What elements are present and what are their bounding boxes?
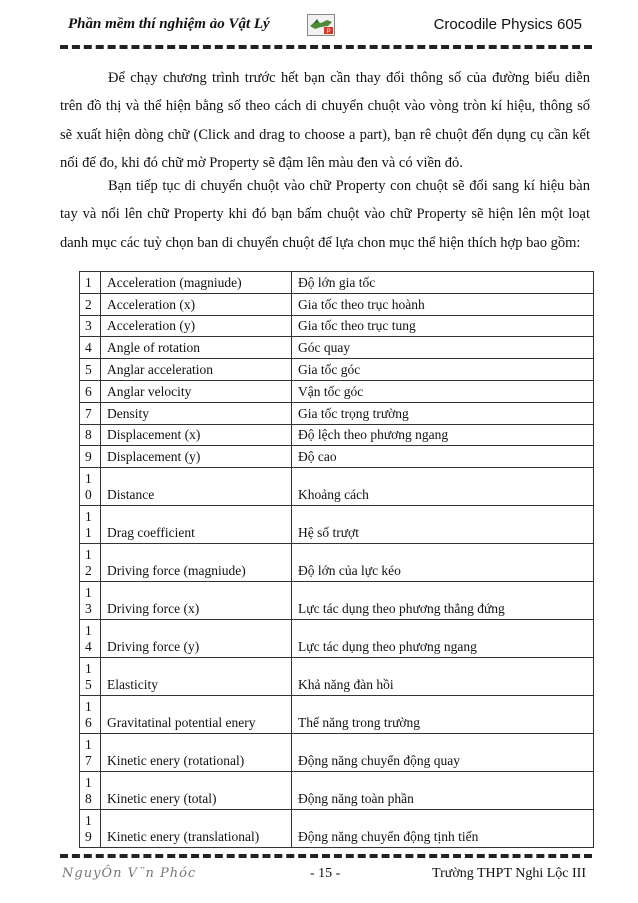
row-property-vi: Động năng chuyển động tịnh tiến: [292, 810, 594, 848]
row-property-en: Gravitatinal potential enery: [101, 696, 292, 734]
paragraph-2: [60, 172, 590, 257]
paragraph-1-text: Để chạy chương trình trước hết bạn cần thay đổi thông số của đường biểu diễn trên đồ thị và thể hiện bằng số theo cách di chuyển chuột vào vòng tròn kí hiệu, thông số sẽ xuất hiện dòng chữ (Click and drag to choose a part), bạn rê chuột đến dụng cụ cần kết nối để đo, khi đó chữ mờ Property sẽ đậm lên màu đen và có viền đỏ.: [60, 70, 590, 171]
row-property-vi: Gia tốc trọng trường: [292, 402, 594, 424]
table-row: [80, 810, 594, 848]
row-number: [80, 620, 101, 658]
crocodile-physics-logo-icon: [307, 14, 335, 36]
row-number-text: 18: [85, 775, 92, 807]
table-row: [80, 734, 594, 772]
row-number-text: 12: [85, 547, 92, 579]
table-row: [80, 506, 594, 544]
row-property-en: Drag coefficient: [101, 506, 292, 544]
row-number-text: 13: [85, 585, 92, 617]
row-property-en: Acceleration (magniude): [101, 272, 292, 294]
table-row: [80, 424, 594, 446]
row-property-en: Acceleration (x): [101, 293, 292, 315]
header-divider: [60, 45, 592, 49]
table-row: [80, 544, 594, 582]
row-property-en: Driving force (magniude): [101, 544, 292, 582]
row-number-text: 10: [85, 471, 92, 503]
table-row: [80, 359, 594, 381]
row-number: 5: [80, 359, 101, 381]
header-title: Phần mềm thí nghiệm ảo Vật Lý: [68, 16, 270, 32]
table-row: [80, 272, 594, 294]
row-number: 9: [80, 446, 101, 468]
table-row: [80, 468, 594, 506]
row-number: [80, 658, 101, 696]
row-property-en: Kinetic enery (rotational): [101, 734, 292, 772]
row-number: [80, 734, 101, 772]
row-property-vi: Độ lớn của lực kéo: [292, 544, 594, 582]
table-row: [80, 446, 594, 468]
row-number-text: 15: [85, 661, 92, 693]
row-property-vi: Độ cao: [292, 446, 594, 468]
row-property-en: Kinetic enery (translational): [101, 810, 292, 848]
table-row: [80, 293, 594, 315]
row-property-en: Anglar acceleration: [101, 359, 292, 381]
footer-author: NguyÔn V¨n Phóc: [62, 866, 197, 881]
table-row: [80, 380, 594, 402]
table-row: [80, 658, 594, 696]
row-property-en: Distance: [101, 468, 292, 506]
row-property-vi: Vận tốc góc: [292, 380, 594, 402]
row-property-en: Driving force (y): [101, 620, 292, 658]
row-property-en: Elasticity: [101, 658, 292, 696]
table-row: [80, 696, 594, 734]
table-row: [80, 315, 594, 337]
row-property-vi: Lực tác dụng theo phương ngang: [292, 620, 594, 658]
row-property-vi: Hệ số trượt: [292, 506, 594, 544]
table-row: [80, 337, 594, 359]
footer-school: Trường THPT Nghi Lộc III: [432, 866, 586, 881]
row-property-vi: Động năng chuyển động quay: [292, 734, 594, 772]
row-property-vi: Gia tốc góc: [292, 359, 594, 381]
paragraph-2-text: Bạn tiếp tục di chuyển chuột vào chữ Property con chuột sẽ đổi sang kí hiệu bàn tay và nổi lên chữ Property khi đó bạn bấm chuột vào chữ Property sẽ hiện lên một loạt danh mục các tuỳ chọn ban di chuyển chuột để lựa chon mục thể hiện thích hợp bao gồm:: [60, 178, 590, 251]
header-product-name: Crocodile Physics 605: [433, 16, 582, 33]
row-property-vi: Gia tốc theo trục hoành: [292, 293, 594, 315]
row-number-text: 17: [85, 737, 92, 769]
row-number: 8: [80, 424, 101, 446]
row-property-en: Driving force (x): [101, 582, 292, 620]
row-number: 6: [80, 380, 101, 402]
row-property-vi: Thế năng trong trường: [292, 696, 594, 734]
row-property-en: Kinetic enery (total): [101, 772, 292, 810]
row-property-en: Angle of rotation: [101, 337, 292, 359]
row-number: [80, 506, 101, 544]
row-property-vi: Góc quay: [292, 337, 594, 359]
table-row: [80, 620, 594, 658]
paragraph-1: [60, 64, 590, 177]
row-number: [80, 810, 101, 848]
table-row: [80, 772, 594, 810]
row-property-vi: Độ lớn gia tốc: [292, 272, 594, 294]
row-property-vi: Gia tốc theo trục tung: [292, 315, 594, 337]
row-number: 2: [80, 293, 101, 315]
row-number-text: 14: [85, 623, 92, 655]
table-row: [80, 402, 594, 424]
row-number: [80, 468, 101, 506]
row-property-en: Displacement (x): [101, 424, 292, 446]
row-property-en: Displacement (y): [101, 446, 292, 468]
row-property-vi: Động năng toàn phần: [292, 772, 594, 810]
row-number-text: 11: [85, 509, 92, 541]
row-number-text: 16: [85, 699, 92, 731]
svg-text:P: P: [326, 29, 331, 35]
footer-divider: [60, 854, 592, 858]
property-table: [79, 271, 594, 848]
page-header: [60, 14, 590, 40]
row-property-vi: Lực tác dụng theo phương thẳng đứng: [292, 582, 594, 620]
row-number: 4: [80, 337, 101, 359]
row-number: [80, 544, 101, 582]
row-number: 7: [80, 402, 101, 424]
row-property-en: Acceleration (y): [101, 315, 292, 337]
row-property-vi: Khoảng cách: [292, 468, 594, 506]
footer-page-number: - 15 -: [310, 866, 341, 881]
row-number: 3: [80, 315, 101, 337]
table-row: [80, 582, 594, 620]
row-number: [80, 696, 101, 734]
row-property-vi: Độ lệch theo phương ngang: [292, 424, 594, 446]
row-property-vi: Khả năng đàn hồi: [292, 658, 594, 696]
row-number: [80, 582, 101, 620]
row-property-en: Density: [101, 402, 292, 424]
page-footer: [60, 864, 590, 888]
row-number-text: 19: [85, 813, 92, 845]
row-number: 1: [80, 272, 101, 294]
row-number: [80, 772, 101, 810]
row-property-en: Anglar velocity: [101, 380, 292, 402]
